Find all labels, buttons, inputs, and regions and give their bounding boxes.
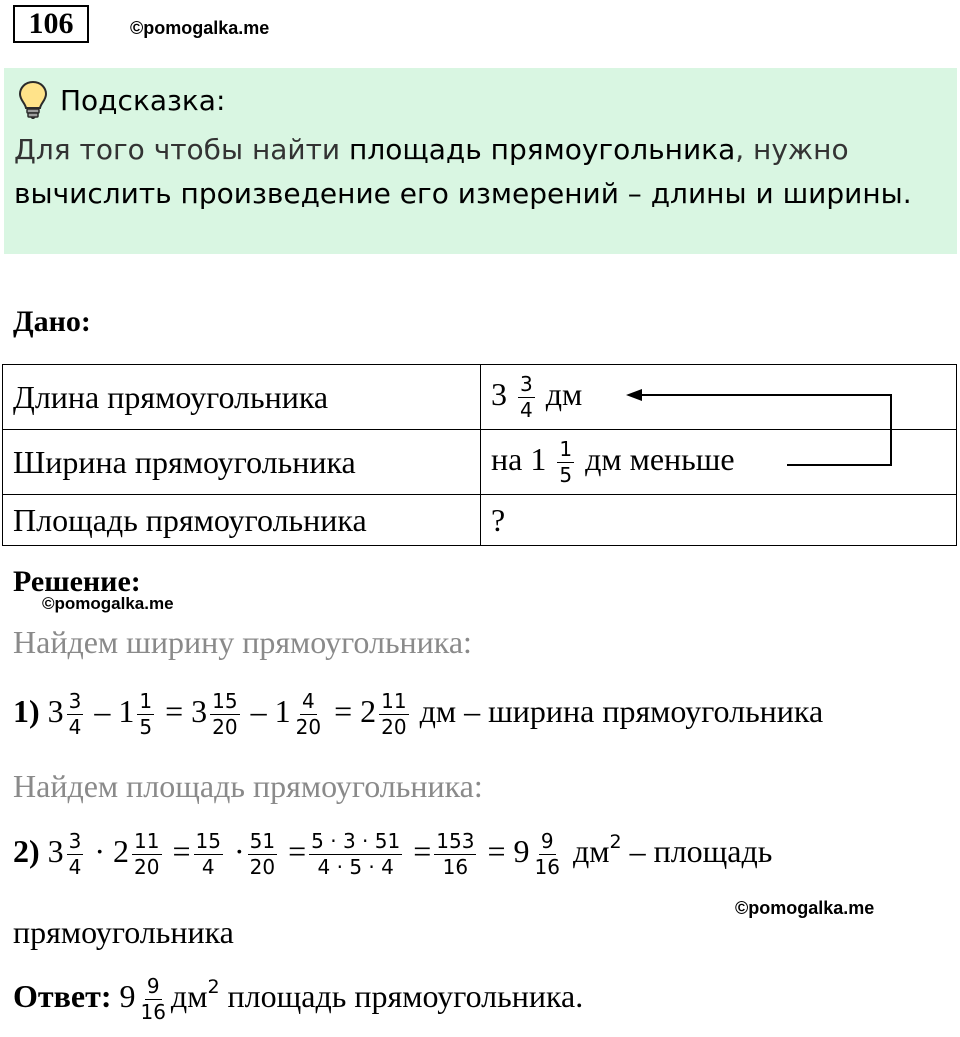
hint-title <box>18 80 225 120</box>
numerator: 11 <box>381 689 407 713</box>
denominator: 16 <box>534 855 560 879</box>
whole-part: 3 <box>47 832 64 869</box>
denominator: 4 · 5 · 4 <box>317 855 394 879</box>
numerator: 15 <box>195 829 221 853</box>
step2-tail-line: прямоугольника <box>13 914 234 950</box>
unit: дм <box>572 832 610 869</box>
numerator: 4 <box>301 689 315 713</box>
table-row <box>3 365 957 430</box>
fraction <box>132 830 161 879</box>
table-row <box>3 430 957 495</box>
hint-text <box>14 128 944 216</box>
fraction <box>294 690 323 739</box>
operator: = 3 <box>165 692 208 729</box>
operator: = 2 <box>334 692 377 729</box>
whole-part: 3 <box>47 692 64 729</box>
numerator: 9 <box>146 974 160 998</box>
operator: = <box>172 832 191 869</box>
denominator: 16 <box>140 1000 166 1024</box>
fraction <box>137 690 154 739</box>
numerator: 153 <box>436 829 475 853</box>
hint-text-1: Для того чтобы найти <box>14 133 350 166</box>
fraction <box>518 373 535 422</box>
unit: дм <box>545 375 583 412</box>
numerator: 3 <box>520 371 533 396</box>
fraction <box>309 830 402 879</box>
denominator: 5 <box>559 462 573 487</box>
numerator: 5 · 3 · 51 <box>311 829 401 853</box>
answer-label: Ответ: <box>13 977 112 1014</box>
table-cell-value <box>481 430 957 495</box>
hint-box <box>4 68 957 254</box>
fraction <box>379 690 408 739</box>
denominator: 20 <box>295 715 322 739</box>
numerator: 15 <box>212 689 238 713</box>
whole-part: 9 <box>119 977 136 1014</box>
denominator: 20 <box>381 715 407 739</box>
fraction <box>557 438 574 487</box>
denominator: 4 <box>201 855 215 879</box>
step2-equation <box>13 830 772 879</box>
watermark: ©pomogalka.me <box>735 898 875 918</box>
denominator: 16 <box>442 855 469 879</box>
unit: дм <box>170 977 208 1014</box>
fraction <box>532 830 561 879</box>
denominator: 4 <box>520 397 533 422</box>
operator: = 9 <box>487 832 530 869</box>
step-number: 1) <box>13 692 40 729</box>
given-table <box>2 364 957 546</box>
fraction <box>210 690 239 739</box>
exponent: 2 <box>207 975 220 998</box>
fraction <box>67 690 84 739</box>
suffix-text: дм меньше <box>585 440 735 477</box>
task-number: 106 <box>13 5 89 43</box>
fraction <box>194 830 223 879</box>
denominator: 20 <box>212 715 238 739</box>
table-cell-label: Площадь прямоугольника <box>3 495 481 546</box>
step2-intro: Найдем площадь прямоугольника: <box>13 768 483 804</box>
hint-text-2: , нужно <box>735 133 849 166</box>
answer <box>13 975 583 1024</box>
prefix-text: на 1 <box>491 440 547 477</box>
denominator: 4 <box>68 855 82 879</box>
table-cell-label: Ширина прямоугольника <box>3 430 481 495</box>
given-label: Дано: <box>13 305 91 338</box>
hint-bold-2: вычислить произведение его измерений – длины и ширины. <box>14 177 912 210</box>
denominator: 5 <box>139 715 153 739</box>
fraction <box>248 830 277 879</box>
numerator: 3 <box>68 689 82 713</box>
numerator: 9 <box>540 829 554 853</box>
numerator: 3 <box>68 829 82 853</box>
denominator: 20 <box>249 855 276 879</box>
step1-equation <box>13 690 823 739</box>
hint-title-text: Подсказка: <box>60 83 226 117</box>
numerator: 1 <box>139 689 153 713</box>
fraction <box>67 830 84 879</box>
answer-tail: площадь прямоугольника. <box>219 977 584 1014</box>
numerator: 11 <box>134 829 160 853</box>
solution-label: Решение: <box>13 565 141 598</box>
operator: – 1 <box>94 692 135 729</box>
operator: · <box>234 832 245 869</box>
exponent: 2 <box>609 830 622 853</box>
whole-part: 3 <box>491 375 507 412</box>
hint-bold-1: площадь прямоугольника <box>349 133 736 166</box>
table-cell-value <box>481 365 957 430</box>
fraction <box>138 975 167 1024</box>
operator: = <box>413 832 432 869</box>
operator: – 1 <box>250 692 291 729</box>
step1-intro: Найдем ширину прямоугольника: <box>13 624 472 660</box>
lightbulb-icon <box>18 80 48 120</box>
table-cell-value: ? <box>481 495 957 546</box>
numerator: 51 <box>249 829 276 853</box>
table-cell-label: Длина прямоугольника <box>3 365 481 430</box>
watermark: ©pomogalka.me <box>130 18 270 38</box>
table-row <box>3 495 957 546</box>
operator: = <box>288 832 307 869</box>
fraction <box>434 830 476 879</box>
denominator: 4 <box>68 715 82 739</box>
watermark: ©pomogalka.me <box>42 594 174 613</box>
operator: · 2 <box>94 832 130 869</box>
step-tail: – площадь <box>621 832 773 869</box>
step-number: 2) <box>13 832 40 869</box>
step-tail: дм – ширина прямоугольника <box>419 692 824 729</box>
numerator: 1 <box>559 436 573 461</box>
denominator: 20 <box>134 855 160 879</box>
